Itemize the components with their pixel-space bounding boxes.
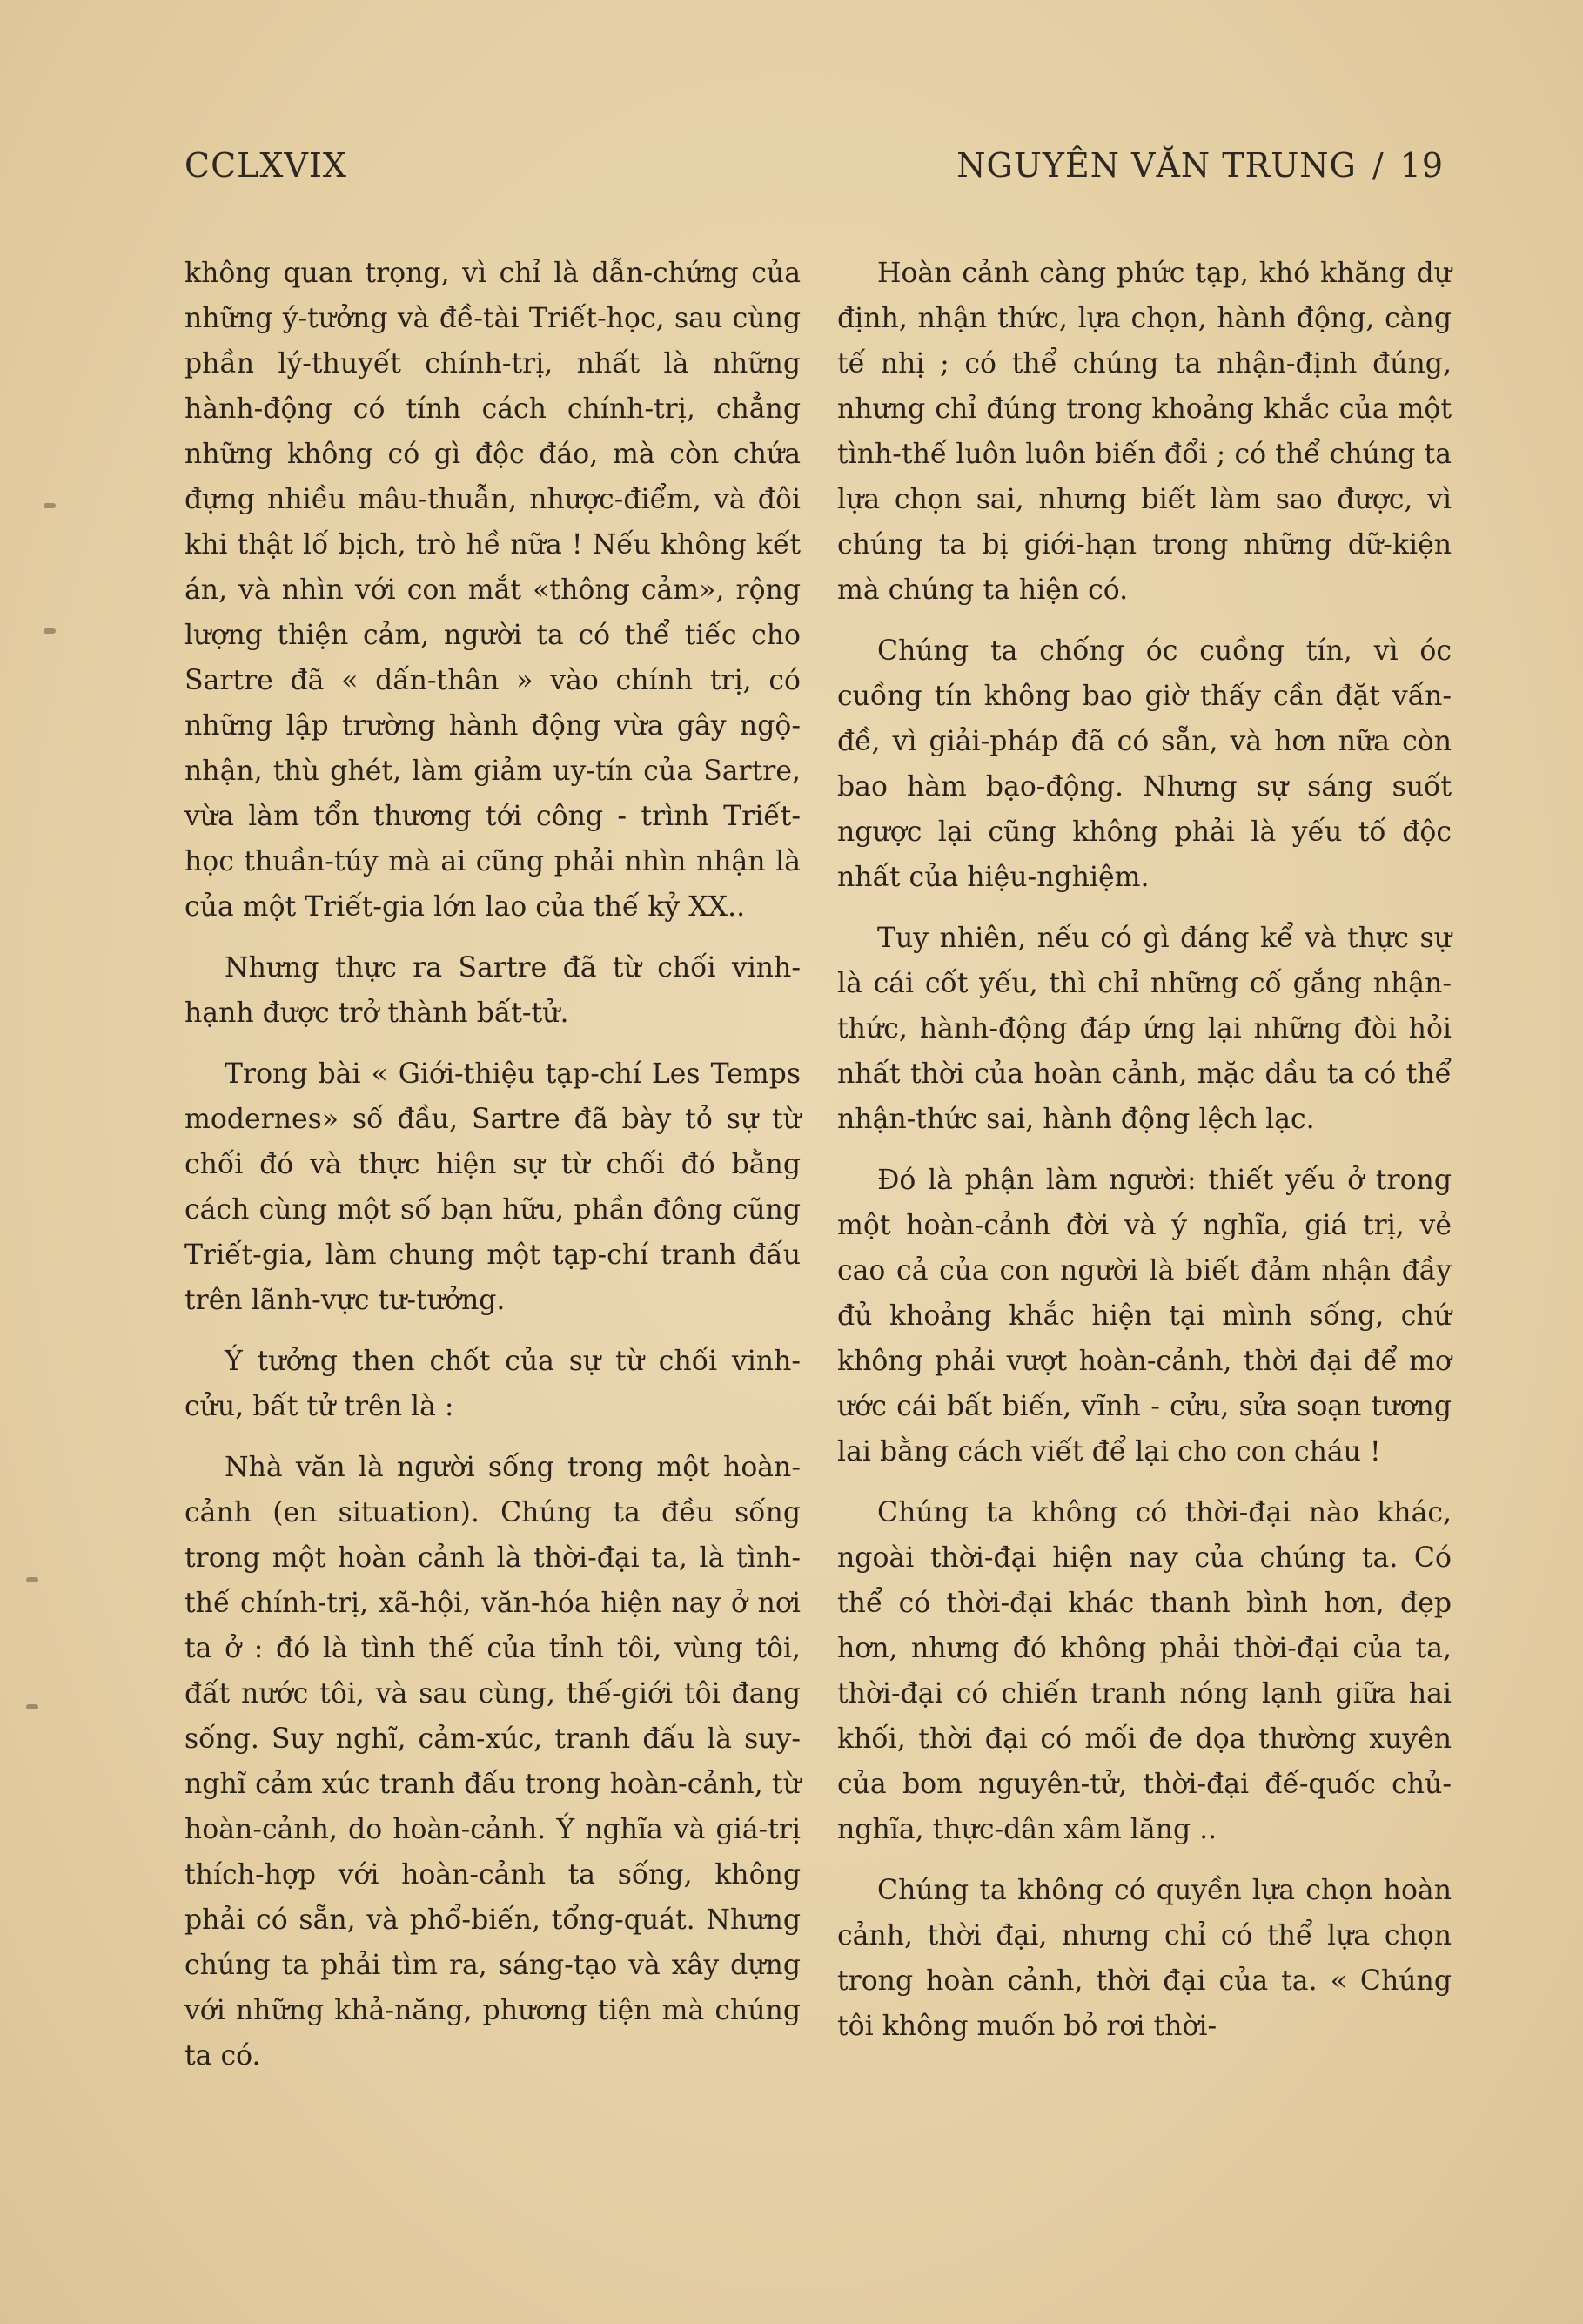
paragraph: Chúng ta không có thời-đại nào khác, ngoài thời-đại hiện nay của chúng ta. Có thể có thời-đại khác thanh bình hơn, đẹp hơn, nhưng đó không phải thời-đại của ta, thời-đại có chiến tranh nóng lạnh giữa hai khối, thời đại có mối đe dọa thường xuyên của bom nguyên-tử, thời-đại đế-quốc chủ-nghĩa, thực-dân xâm lăng ..	[837, 1497, 1452, 1845]
paragraph: Đó là phận làm người: thiết yếu ở trong một hoàn-cảnh đời và ý nghĩa, giá trị, vẻ cao cả của con người là biết đảm nhận đầy đủ khoảng khắc hiện tại mình sống, chứ không phải vượt hoàn-cảnh, thời đại để mơ ước cái bất biến, vĩnh - cửu, sửa soạn tương lai bằng cách viết để lại cho con cháu !	[837, 1165, 1452, 1468]
paragraph: Chúng ta chống óc cuồng tín, vì óc cuồng tín không bao giờ thấy cần đặt vấn-đề, vì giải-pháp đã có sẵn, và hơn nữa còn bao hàm bạo-động. Nhưng sự sáng suốt ngược lại cũng không phải là yếu tố độc nhất của hiệu-nghiệm.	[837, 635, 1452, 893]
paragraph: Tuy nhiên, nếu có gì đáng kể và thực sự là cái cốt yếu, thì chỉ những cố gắng nhận-thức, hành-động đáp ứng lại những đòi hỏi nhất thời của hoàn cảnh, mặc dầu ta có thể nhận-thức sai, hành động lệch lạc.	[837, 923, 1452, 1135]
paragraph: Trong bài « Giới-thiệu tạp-chí Les Temps modernes» số đầu, Sartre đã bày tỏ sự từ chối đó và thực hiện sự từ chối đó bằng cách cùng một số bạn hữu, phần đông cũng Triết-gia, làm chung một tạp-chí tranh đấu trên lãnh-vực tư-tưởng.	[184, 1058, 801, 1316]
paragraph: không quan trọng, vì chỉ là dẫn-chứng của những ý-tưởng và đề-tài Triết-học, sau cùng phần lý-thuyết chính-trị, nhất là những hành-động có tính cách chính-trị, chẳng những không có gì độc đáo, mà còn chứa đựng nhiều mâu-thuẫn, nhược-điểm, và đôi khi thật lố bịch, trò hề nữa ! Nếu không kết án, và nhìn với con mắt «thông cảm», rộng lượng thiện cảm, người ta có thể tiếc cho Sartre đã « dấn-thân » vào chính trị, có những lập trường hành động vừa gây ngộ-nhận, thù ghét, làm giảm uy-tín của Sartre, vừa làm tổn thương tới công - trình Triết-học thuần-túy mà ai cũng phải nhìn nhận là của một Triết-gia lớn lao của thế kỷ XX..	[184, 258, 801, 923]
paragraph: Ý tưởng then chốt của sự từ chối vinh-cửu, bất tử trên là :	[184, 1346, 801, 1422]
running-header	[184, 146, 1444, 198]
header-separator: /	[1372, 146, 1385, 185]
header-author-page	[956, 146, 1444, 185]
left-text-column	[184, 251, 801, 2094]
margin-mark	[26, 1577, 38, 1582]
margin-mark	[26, 1704, 38, 1709]
header-author: NGUYÊN VĂN TRUNG	[956, 146, 1357, 185]
page-number: 19	[1399, 146, 1444, 185]
margin-mark	[44, 628, 56, 634]
right-text-column	[837, 251, 1452, 2065]
margin-mark	[44, 503, 56, 508]
header-roman-numeral: CCLXVIX	[184, 146, 347, 185]
paragraph: Nhưng thực ra Sartre đã từ chối vinh-hạnh được trở thành bất-tử.	[184, 952, 801, 1029]
paragraph: Nhà văn là người sống trong một hoàn-cảnh (en situation). Chúng ta đều sống trong một hoàn cảnh là thời-đại ta, là tình-thế chính-trị, xã-hội, văn-hóa hiện nay ở nơi ta ở : đó là tình thế của tỉnh tôi, vùng tôi, đất nước tôi, và sau cùng, thế-giới tôi đang sống. Suy nghĩ, cảm-xúc, tranh đấu là suy-nghĩ cảm xúc tranh đấu trong hoàn-cảnh, từ hoàn-cảnh, do hoàn-cảnh. Ý nghĩa và giá-trị thích-hợp với hoàn-cảnh ta sống, không phải có sẵn, và phổ-biến, tổng-quát. Nhưng chúng ta phải tìm ra, sáng-tạo và xây dựng với những khả-năng, phương tiện mà chúng ta có.	[184, 1452, 801, 2072]
paragraph: Chúng ta không có quyền lựa chọn hoàn cảnh, thời đại, nhưng chỉ có thể lựa chọn trong hoàn cảnh, thời đại của ta. « Chúng tôi không muốn bỏ rơi thời-	[837, 1875, 1452, 2042]
paragraph: Hoàn cảnh càng phức tạp, khó khăng dự định, nhận thức, lựa chọn, hành động, càng tế nhị ; có thể chúng ta nhận-định đúng, nhưng chỉ đúng trong khoảng khắc của một tình-thế luôn luôn biến đổi ; có thể chúng ta lựa chọn sai, nhưng biết làm sao được, vì chúng ta bị giới-hạn trong những dữ-kiện mà chúng ta hiện có.	[837, 258, 1452, 606]
